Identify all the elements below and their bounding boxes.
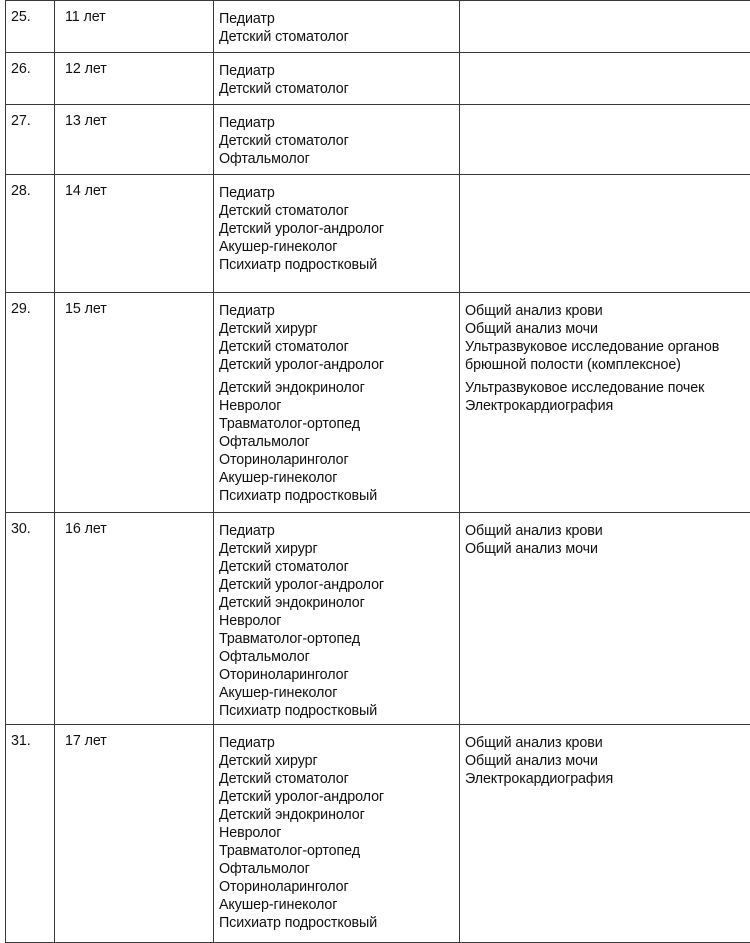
- specialist-item: Психиатр подростковый: [219, 256, 459, 274]
- age-label: 13 лет: [55, 105, 213, 130]
- table-row: [6, 513, 750, 725]
- specialist-item: Травматолог-ортопед: [219, 415, 459, 433]
- specialists-cell: [214, 725, 460, 943]
- row-number: 31.: [6, 725, 54, 750]
- specialist-item: Офтальмолог: [219, 433, 459, 451]
- row-number: 30.: [6, 513, 54, 538]
- tests-cell: [460, 105, 750, 175]
- specialist-item: Оториноларинголог: [219, 666, 459, 684]
- specialist-item: Педиатр: [219, 302, 459, 320]
- tests-cell: [460, 1, 750, 53]
- specialist-item: Психиатр подростковый: [219, 914, 459, 932]
- tests-cell: [460, 53, 750, 105]
- specialist-item: Невролог: [219, 824, 459, 842]
- row-number-cell: [6, 105, 55, 175]
- specialist-item: Детский стоматолог: [219, 338, 459, 356]
- age-cell: [55, 513, 214, 725]
- specialist-item: Детский стоматолог: [219, 80, 459, 98]
- test-item: Общий анализ крови: [465, 302, 750, 320]
- test-item: Общий анализ мочи: [465, 320, 750, 338]
- specialists-cell: [214, 513, 460, 725]
- specialists-cell: [214, 105, 460, 175]
- test-item: брюшной полости (комплексное): [465, 356, 750, 374]
- specialist-item: Офтальмолог: [219, 860, 459, 878]
- specialist-item: Невролог: [219, 612, 459, 630]
- row-number-cell: [6, 1, 55, 53]
- table-row: [6, 175, 750, 293]
- age-label: 15 лет: [55, 293, 213, 318]
- specialist-item: Детский стоматолог: [219, 132, 459, 150]
- age-label: 11 лет: [55, 1, 213, 26]
- specialist-item: Детский эндокринолог: [219, 594, 459, 612]
- specialist-item: Психиатр подростковый: [219, 487, 459, 505]
- row-number: 29.: [6, 293, 54, 318]
- row-number: 25.: [6, 1, 54, 26]
- specialist-item: Педиатр: [219, 184, 459, 202]
- age-cell: [55, 53, 214, 105]
- row-number: 27.: [6, 105, 54, 130]
- specialist-item: Детский стоматолог: [219, 770, 459, 788]
- tests-cell: [460, 175, 750, 293]
- row-number-cell: [6, 513, 55, 725]
- specialist-item: Акушер-гинеколог: [219, 238, 459, 256]
- specialists-cell: [214, 293, 460, 513]
- tests-cell: [460, 293, 750, 513]
- table-row: [6, 53, 750, 105]
- specialist-item: Детский уролог-андролог: [219, 788, 459, 806]
- table-row: [6, 293, 750, 513]
- test-item: Ультразвуковое исследование органов: [465, 338, 750, 356]
- specialists-cell: [214, 53, 460, 105]
- specialist-item: Детский уролог-андролог: [219, 576, 459, 594]
- specialist-item: Психиатр подростковый: [219, 702, 459, 720]
- test-item: Общий анализ крови: [465, 522, 750, 540]
- specialist-item: Акушер-гинеколог: [219, 684, 459, 702]
- specialist-item: Детский уролог-андролог: [219, 356, 459, 374]
- table-row: [6, 725, 750, 943]
- test-item: Общий анализ крови: [465, 734, 750, 752]
- table-row: [6, 105, 750, 175]
- test-item: Общий анализ мочи: [465, 540, 750, 558]
- row-number-cell: [6, 293, 55, 513]
- specialist-item: Оториноларинголог: [219, 451, 459, 469]
- specialist-item: Детский стоматолог: [219, 28, 459, 46]
- age-label: 12 лет: [55, 53, 213, 78]
- examination-schedule-table: [5, 0, 750, 943]
- specialist-item: Оториноларинголог: [219, 878, 459, 896]
- test-item: Электрокардиография: [465, 770, 750, 788]
- age-label: 16 лет: [55, 513, 213, 538]
- specialist-item: Детский эндокринолог: [219, 806, 459, 824]
- tests-cell: [460, 725, 750, 943]
- test-item: Электрокардиография: [465, 397, 750, 415]
- age-cell: [55, 293, 214, 513]
- tests-cell: [460, 513, 750, 725]
- age-label: 17 лет: [55, 725, 213, 750]
- specialist-item: Детский уролог-андролог: [219, 220, 459, 238]
- specialist-item: Педиатр: [219, 62, 459, 80]
- table-row: [6, 1, 750, 53]
- specialist-item: Акушер-гинеколог: [219, 896, 459, 914]
- age-cell: [55, 725, 214, 943]
- age-cell: [55, 1, 214, 53]
- row-number: 28.: [6, 175, 54, 200]
- specialist-item: Акушер-гинеколог: [219, 469, 459, 487]
- specialists-cell: [214, 1, 460, 53]
- row-number: 26.: [6, 53, 54, 78]
- specialist-item: Педиатр: [219, 10, 459, 28]
- specialist-item: Педиатр: [219, 114, 459, 132]
- specialists-cell: [214, 175, 460, 293]
- specialist-item: Детский стоматолог: [219, 558, 459, 576]
- specialist-item: Педиатр: [219, 734, 459, 752]
- specialist-item: Травматолог-ортопед: [219, 842, 459, 860]
- specialist-item: Офтальмолог: [219, 648, 459, 666]
- age-cell: [55, 175, 214, 293]
- test-item: Общий анализ мочи: [465, 752, 750, 770]
- specialist-item: Детский стоматолог: [219, 202, 459, 220]
- specialist-item: Офтальмолог: [219, 150, 459, 168]
- specialist-item: Детский хирург: [219, 540, 459, 558]
- specialist-item: Травматолог-ортопед: [219, 630, 459, 648]
- table-body: [6, 1, 750, 943]
- row-number-cell: [6, 175, 55, 293]
- specialist-item: Педиатр: [219, 522, 459, 540]
- specialist-item: Детский хирург: [219, 752, 459, 770]
- specialist-item: Детский хирург: [219, 320, 459, 338]
- specialist-item: Невролог: [219, 397, 459, 415]
- specialist-item: Детский эндокринолог: [219, 379, 459, 397]
- row-number-cell: [6, 725, 55, 943]
- test-item: Ультразвуковое исследование почек: [465, 379, 750, 397]
- age-cell: [55, 105, 214, 175]
- row-number-cell: [6, 53, 55, 105]
- age-label: 14 лет: [55, 175, 213, 200]
